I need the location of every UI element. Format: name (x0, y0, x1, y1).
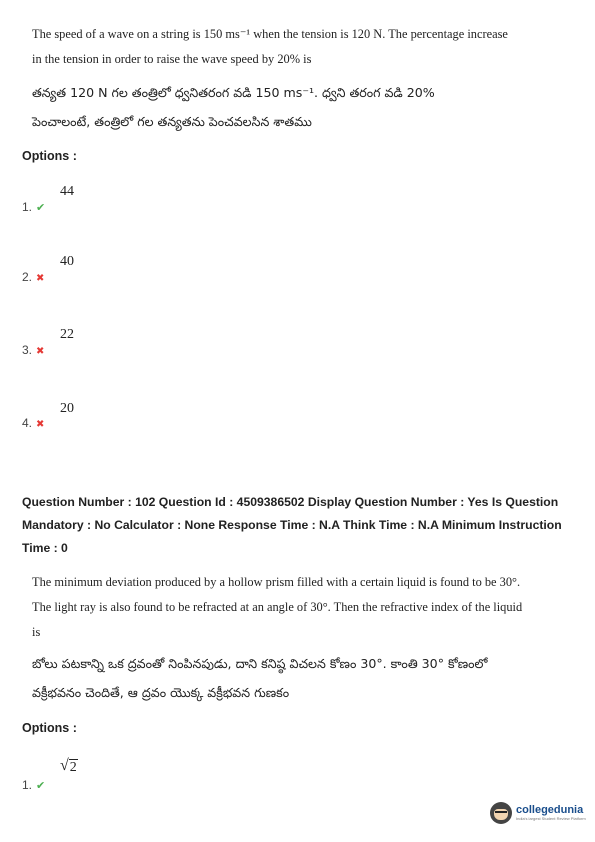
q2-option-1-value (60, 758, 78, 775)
option-4[interactable] (22, 416, 44, 430)
option-1-value: 44 (60, 184, 74, 199)
option-1[interactable] (22, 200, 45, 214)
option-1-number: 1. (22, 200, 33, 214)
question-2-telugu-line-2: వక్రీభవనం చెందితే, ఆ ద్రవం యొక్క వక్రీభవన గుణకం (32, 685, 290, 700)
question-2-meta-line-1: Question Number : 102 Question Id : 4509386502 Display Question Number : Yes Is Question (22, 495, 559, 509)
logo-tagline: India's largest Student Review Platform (516, 816, 586, 821)
option-3-number: 3. (22, 343, 33, 357)
cross-icon: ✖ (36, 346, 45, 357)
q2-option-1[interactable] (22, 778, 45, 792)
question-2-options-label: Options : (22, 721, 77, 735)
radical-sign-icon: √ (60, 757, 69, 774)
question-1-telugu-line-2: పెంచాలంటే, తంత్రిలో గల తన్యతను పెంచవలసిన శాతము (32, 114, 312, 129)
question-1-options-label: Options : (22, 149, 77, 163)
option-2-value: 40 (60, 254, 74, 269)
question-2-meta-line-2: Mandatory : No Calculator : None Response Time : N.A Think Time : N.A Minimum Instruction (22, 518, 562, 532)
cross-icon: ✖ (36, 273, 45, 284)
collegedunia-logo (490, 802, 586, 824)
option-3-value: 22 (60, 327, 74, 342)
option-4-value: 20 (60, 401, 74, 416)
check-icon: ✔ (36, 202, 46, 214)
question-2-telugu-line-1: బోలు పటకాన్ని ఒక ద్రవంతో నింపినపుడు, దాని కనిష్ఠ విచలన కోణం 30°. కాంతి 30° కోణంలో (32, 656, 488, 671)
question-2-english-line-1: The minimum deviation produced by a hollow prism filled with a certain liquid is found to be 30°. (32, 575, 521, 589)
question-2-telugu-text (32, 649, 562, 707)
square-root (60, 758, 78, 775)
option-3[interactable] (22, 343, 44, 357)
question-2-english-line-2: The light ray is also found to be refracted at an angle of 30°. Then the refractive index of the liquid (32, 600, 523, 614)
q2-option-1-number: 1. (22, 778, 33, 792)
question-1-english-line-2: in the tension in order to raise the wave speed by 20% is (32, 52, 312, 66)
question-1-text (32, 22, 552, 72)
radicand: 2 (69, 760, 77, 775)
question-2-meta-line-3: Time : 0 (22, 541, 68, 555)
option-4-number: 4. (22, 416, 33, 430)
option-2[interactable] (22, 270, 44, 284)
logo-name: collegedunia (516, 804, 584, 816)
mascot-icon (490, 802, 512, 824)
check-icon: ✔ (36, 780, 46, 792)
question-2-meta (22, 491, 582, 560)
question-2-english-line-3: is (32, 625, 41, 639)
question-2-text (32, 570, 552, 645)
question-1-telugu-text (32, 78, 562, 136)
question-1-telugu-line-1: తన్యత 120 N గల తంత్రిలో ధ్వనితరంగ వడి 150 ms⁻¹. ధ్వని తరంగ వడి 20% (32, 85, 435, 100)
option-2-number: 2. (22, 270, 33, 284)
cross-icon: ✖ (36, 419, 45, 430)
question-1-english-line-1: The speed of a wave on a string is 150 ms⁻¹ when the tension is 120 N. The percentage increase (32, 27, 508, 41)
